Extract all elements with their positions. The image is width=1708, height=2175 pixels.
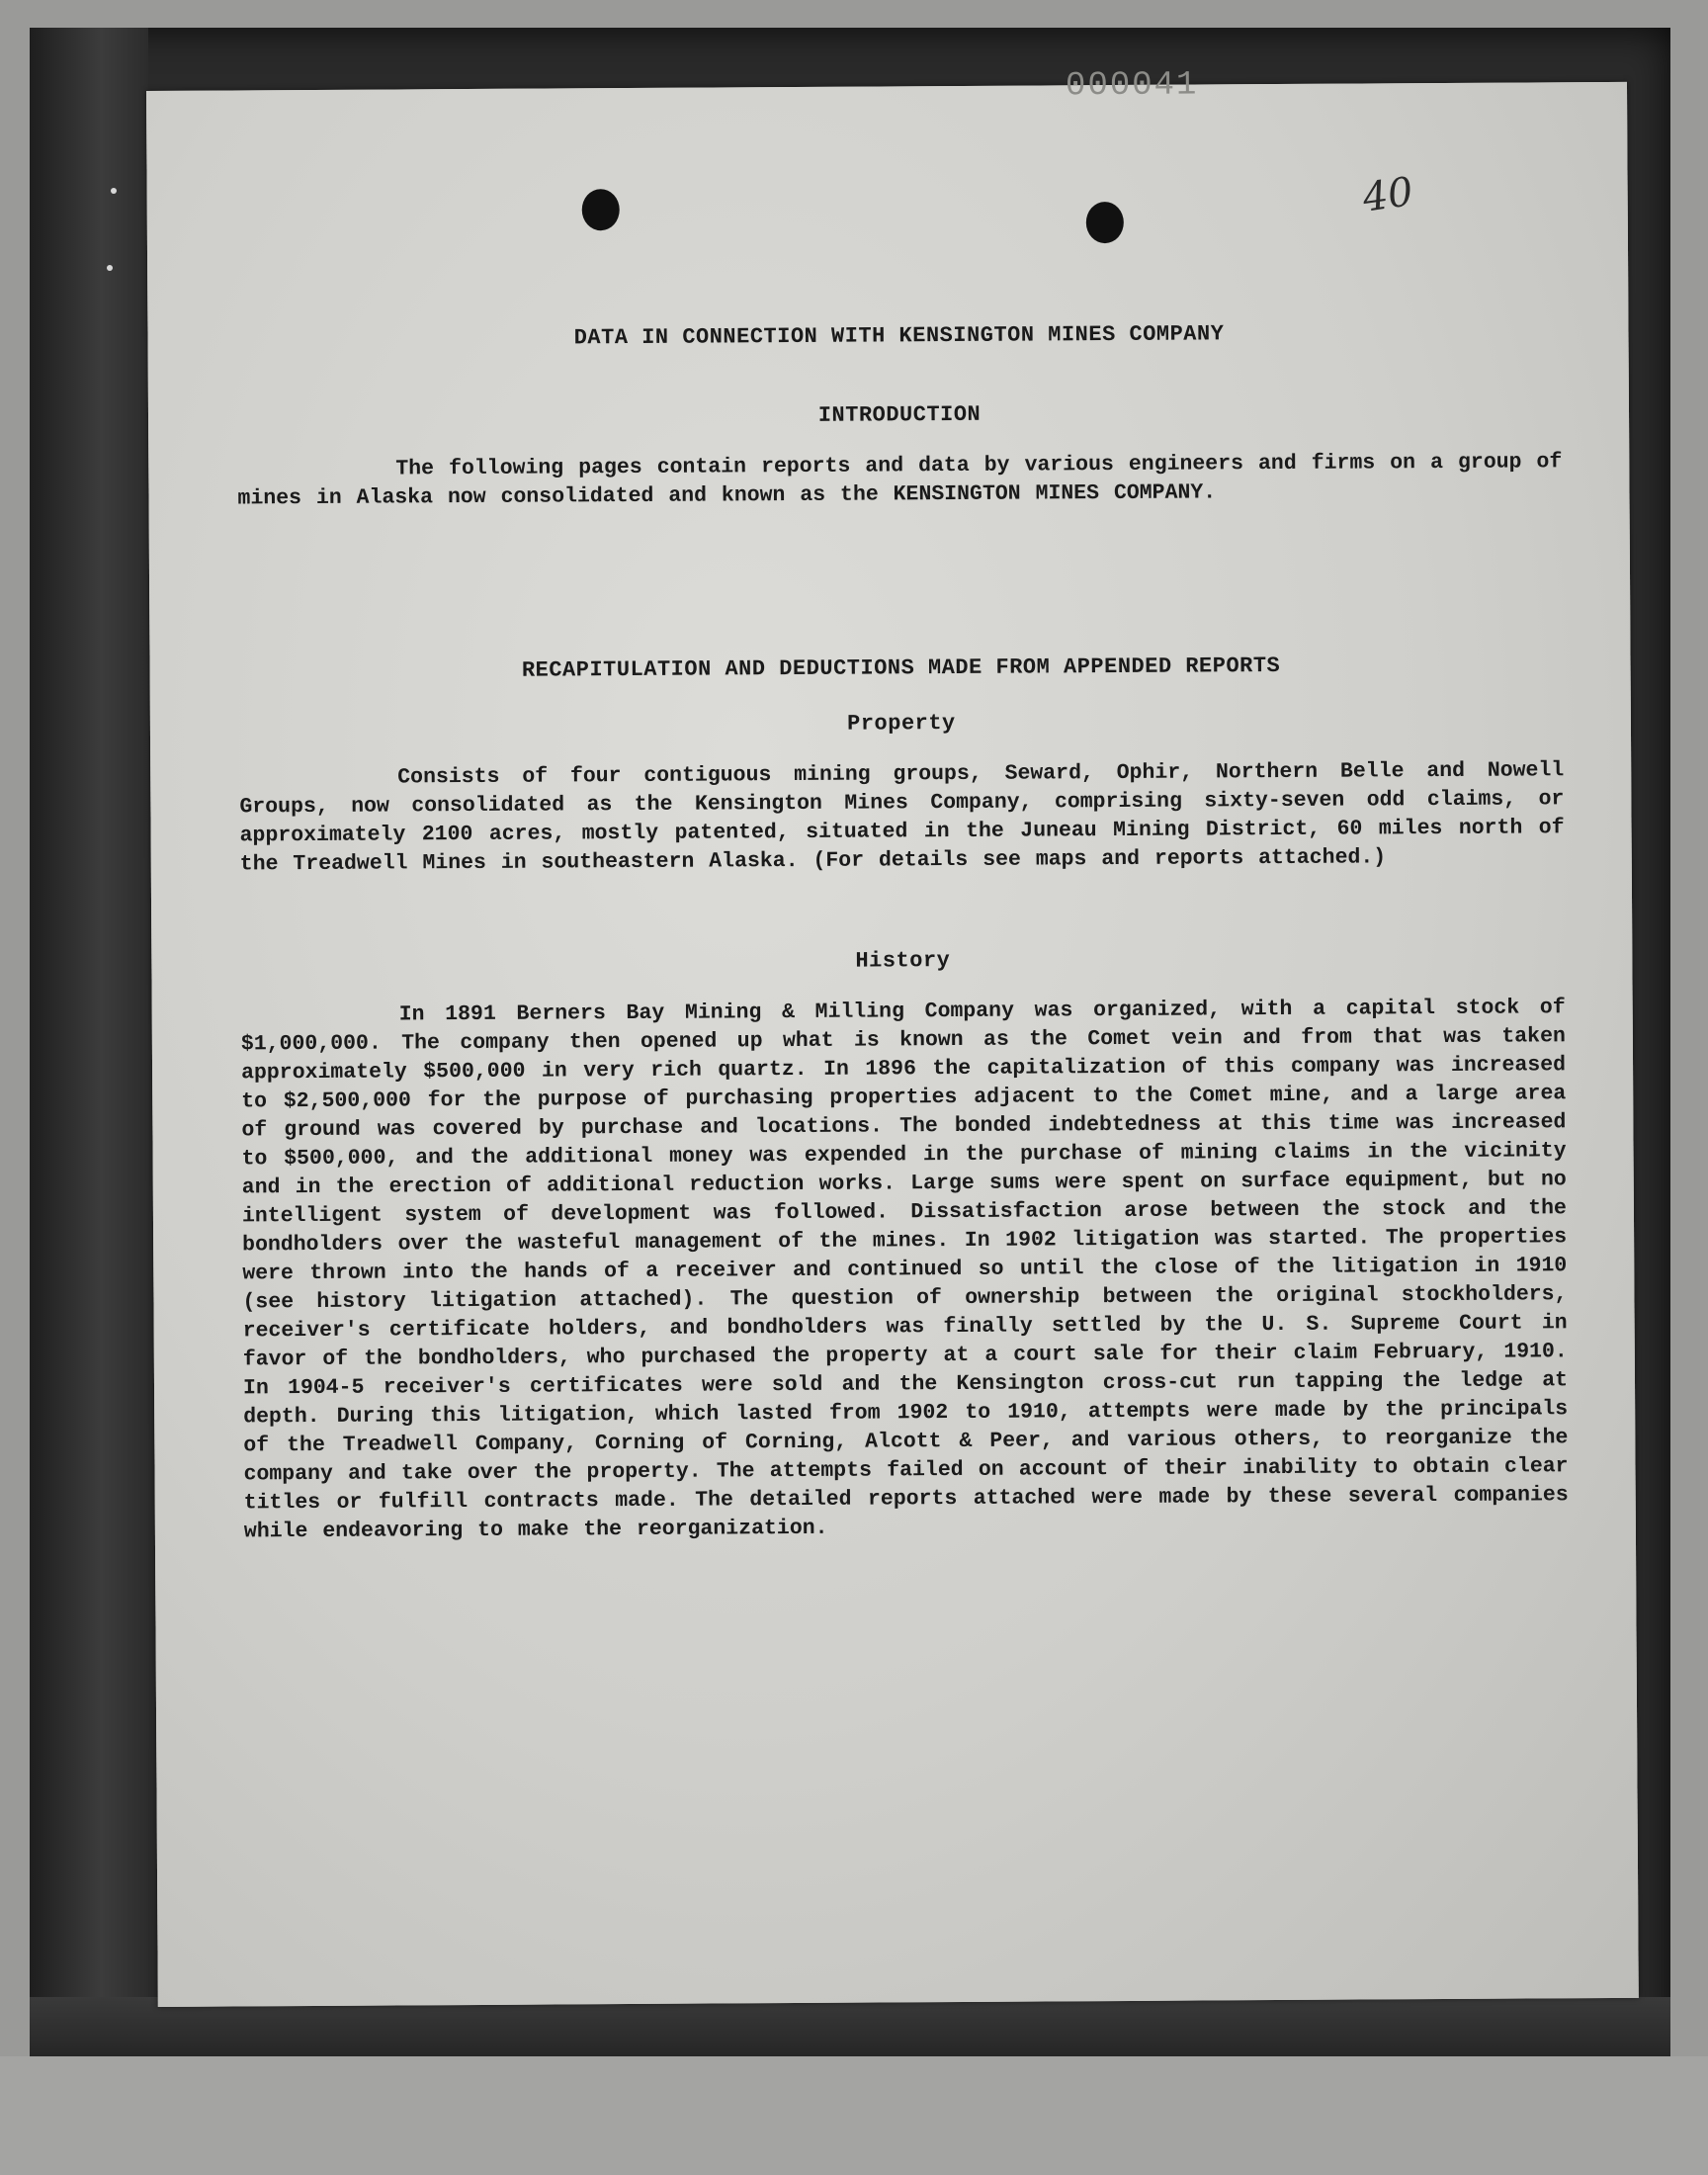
punch-hole-left — [582, 189, 620, 230]
property-paragraph: Consists of four contiguous mining groups, Seward, Ophir, Northern Belle and Nowell Groups, now consolidated as the Kensington Mines Company, comprising sixty-seven odd claims, or approximately 2100 acres, mostly patented, situated in the Juneau Mining District, 60 miles north of the Treadwell Mines in southeastern Alaska. (For details see maps and reports attached.) — [239, 758, 1565, 877]
introduction-paragraph: The following pages contain reports and data by various engineers and firms on a group of mines in Alaska now consolidated and known as the KENSINGTON MINES COMPANY. — [237, 450, 1563, 511]
document-title: DATA IN CONNECTION WITH KENSINGTON MINES COMPANY — [573, 321, 1225, 351]
punch-hole-right — [1086, 202, 1124, 243]
introduction-heading: INTRODUCTION — [817, 401, 982, 428]
handwritten-page-number: 40 — [1359, 168, 1416, 221]
scan-speck — [107, 265, 113, 271]
archive-stamp-number: 000041 — [1065, 66, 1199, 106]
history-paragraph: In 1891 Berners Bay Mining & Milling Company was organized, with a capital stock of $1,000,000. The company then opened up what is known as the Comet vein and from that was taken approximately $500,000 in very rich quartz. In 1896 the capitalization of this company was increased to $2,500,000 for the purpose of purchasing properties adjacent to the Comet mine, and a large area of ground was covered by purchase and locations. The bonded indebtedness at this time was increased to $500,000, and the additional money was expended in the purchase of mining claims in the vicinity and in the erection of additional reduction works. Large sums were spent on surface equipment, but no intelligent system of development was followed. Dissatisfaction arose between the stock and the bondholders over the wasteful management of the mines. In 1902 litigation was started. The properties were thrown into the hands of a receiver and continued so until the close of the litigation in 1910 (see history litigation attached). The question of ownership between the original stockholders, receiver's certificate holders, and bondholders was finally settled by the U. S. Supreme Court in favor of the bondholders, who purchased the property at a court sale for their claim February, 1910. In 1904-5 receiver's certificates were sold and the Kensington cross-cut run tapping the ledge at depth. During this litigation, which lasted from 1902 to 1910, attempts were made by the principals of the Treadwell Company, Corning of Corning, Alcott & Peer, and various others, to reorganize the company and take over the property. The attempts failed on account of their inability to obtain clear titles or fulfill contracts made. The detailed reports attached were made by these several companies while endeavoring to make the reorganization. — [240, 996, 1569, 1544]
document-page — [146, 66, 1639, 2007]
scan-frame-left-edge — [30, 28, 148, 2056]
scan-speck — [111, 188, 117, 194]
recapitulation-heading: RECAPITULATION AND DEDUCTIONS MADE FROM APPENDED REPORTS — [521, 653, 1281, 683]
property-heading: Property — [847, 711, 956, 737]
history-heading: History — [855, 948, 951, 974]
scan-margin — [0, 2056, 1708, 2175]
